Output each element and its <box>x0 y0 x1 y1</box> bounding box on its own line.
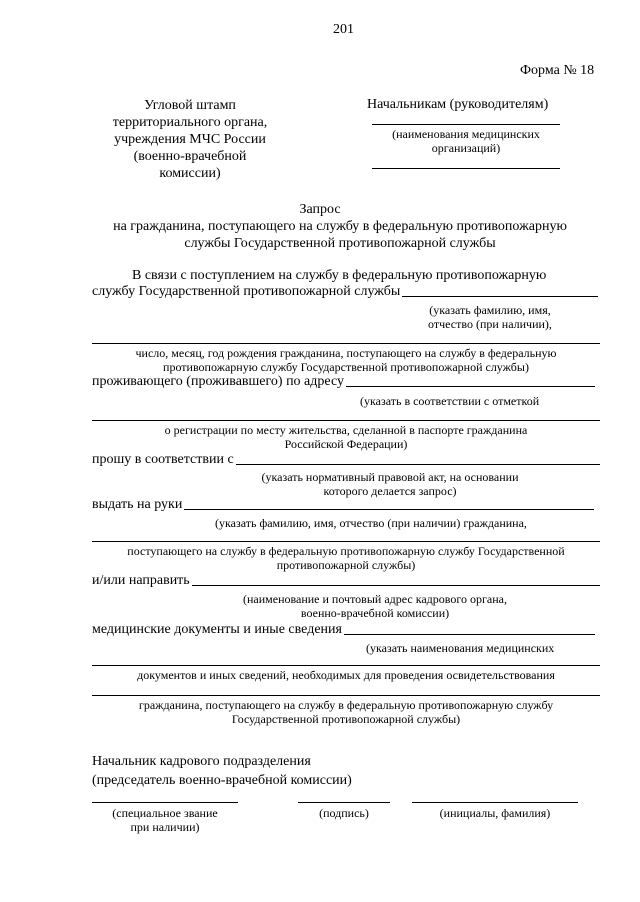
fio-field[interactable] <box>402 284 598 297</box>
docs-hint-line: Государственной противопожарной службы) <box>231 712 461 726</box>
address-label: проживающего (проживавшего) по адресу <box>92 374 344 389</box>
fio-hint-line: отчество (при наличии), <box>428 317 552 331</box>
address-line[interactable] <box>92 420 600 421</box>
issue-line[interactable] <box>92 541 600 542</box>
address-field[interactable] <box>346 374 595 387</box>
docs-row <box>92 622 595 638</box>
address-hint-line: о регистрации по месту жительства, сделанной в паспорте гражданина <box>164 423 528 437</box>
addressee-hint-line: организаций) <box>431 141 501 155</box>
issue-hint-line: противопожарной службы) <box>276 558 416 572</box>
corner-stamp <box>80 97 300 182</box>
stamp-line: учреждения МЧС России <box>114 132 266 147</box>
addressee-title: Начальникам (руководителям) <box>367 97 549 112</box>
docs-hint-2: документов и иных сведений, необходимых для проведения освидетельствования <box>137 668 555 682</box>
addressee-hint <box>366 127 566 155</box>
dob-hint-line: противопожарную службу Государственной противопожарной службы) <box>163 360 529 374</box>
request-label: прошу в соответствии с <box>92 452 234 467</box>
send-hint <box>210 592 540 620</box>
rank-hint-line: (специальное звание <box>112 806 218 820</box>
document-title: Запрос <box>299 202 341 217</box>
issue-field[interactable] <box>184 497 594 510</box>
issue-hint: (указать фамилию, имя, отчество (при наличии) гражданина, <box>215 516 527 530</box>
request-hint <box>230 470 550 498</box>
address-hint: (указать в соответствии с отметкой <box>360 394 540 408</box>
signature-line[interactable] <box>298 802 390 803</box>
stamp-line: (военно-врачебной <box>133 149 247 164</box>
rank-line[interactable] <box>92 802 238 803</box>
docs-hint-line: гражданина, поступающего на службу в федеральную противопожарную службу <box>138 698 554 712</box>
signatory-title-line: (председатель военно-врачебной комиссии) <box>92 773 352 788</box>
docs-hint: (указать наименования медицинских <box>366 641 555 655</box>
issue-hint-2 <box>92 544 600 572</box>
address-hint-line: Российской Федерации) <box>284 437 408 451</box>
intro-text: В связи с поступлением на службу в федеральную противопожарную <box>132 268 547 283</box>
stamp-line: территориального органа, <box>112 115 268 130</box>
dob-hint <box>92 346 600 374</box>
signatory-title-line: Начальник кадрового подразделения <box>92 754 311 769</box>
issue-row <box>92 497 594 513</box>
rank-hint-line: при наличии) <box>130 820 200 834</box>
document-subtitle: службы Государственной противопожарной службы <box>184 236 496 251</box>
docs-line[interactable] <box>92 695 600 696</box>
stamp-line: комиссии) <box>159 166 221 181</box>
send-row <box>92 573 600 589</box>
send-field[interactable] <box>192 573 600 586</box>
fio-line[interactable] <box>92 343 600 344</box>
fio-hint-line: (указать фамилию, имя, <box>429 303 551 317</box>
address-hint-2 <box>92 423 600 451</box>
signature-hint: (подпись) <box>319 806 369 820</box>
intro-text: службу Государственной противопожарной службы <box>92 284 401 299</box>
addressee-hint-line: (наименования медицинских <box>392 127 540 141</box>
request-field[interactable] <box>236 452 600 465</box>
issue-label: выдать на руки <box>92 497 183 512</box>
address-row <box>92 374 595 390</box>
send-label: и/или направить <box>92 573 190 588</box>
name-line[interactable] <box>412 802 578 803</box>
request-hint-line: (указать нормативный правовой акт, на основании <box>261 470 519 484</box>
form-number: Форма № 18 <box>520 63 595 78</box>
docs-line[interactable] <box>92 665 600 666</box>
send-hint-line: военно-врачебной комиссии) <box>300 606 450 620</box>
stamp-line: Угловой штамп <box>144 98 236 113</box>
request-row <box>92 452 600 468</box>
signatory-title <box>92 752 352 790</box>
docs-field[interactable] <box>344 622 595 635</box>
page-number: 201 <box>333 22 354 37</box>
intro-line-1 <box>92 268 600 284</box>
rank-hint <box>92 806 238 834</box>
request-hint-line: которого делается запрос) <box>323 484 457 498</box>
send-hint-line: (наименование и почтовый адрес кадрового органа, <box>243 592 507 606</box>
issue-hint-line: поступающего на службу в федеральную противопожарную службу Государственной <box>127 544 565 558</box>
dob-hint-line: число, месяц, год рождения гражданина, поступающего на службу в федеральную <box>135 346 557 360</box>
document-subtitle: на гражданина, поступающего на службу в федеральную противопожарную <box>113 219 567 234</box>
docs-hint-3 <box>92 698 600 726</box>
addressee-line[interactable] <box>372 168 560 169</box>
docs-label: медицинские документы и иные сведения <box>92 622 342 637</box>
intro-line-2 <box>92 284 598 300</box>
name-hint: (инициалы, фамилия) <box>439 806 551 820</box>
fio-hint <box>400 303 580 331</box>
addressee-line[interactable] <box>372 124 560 125</box>
